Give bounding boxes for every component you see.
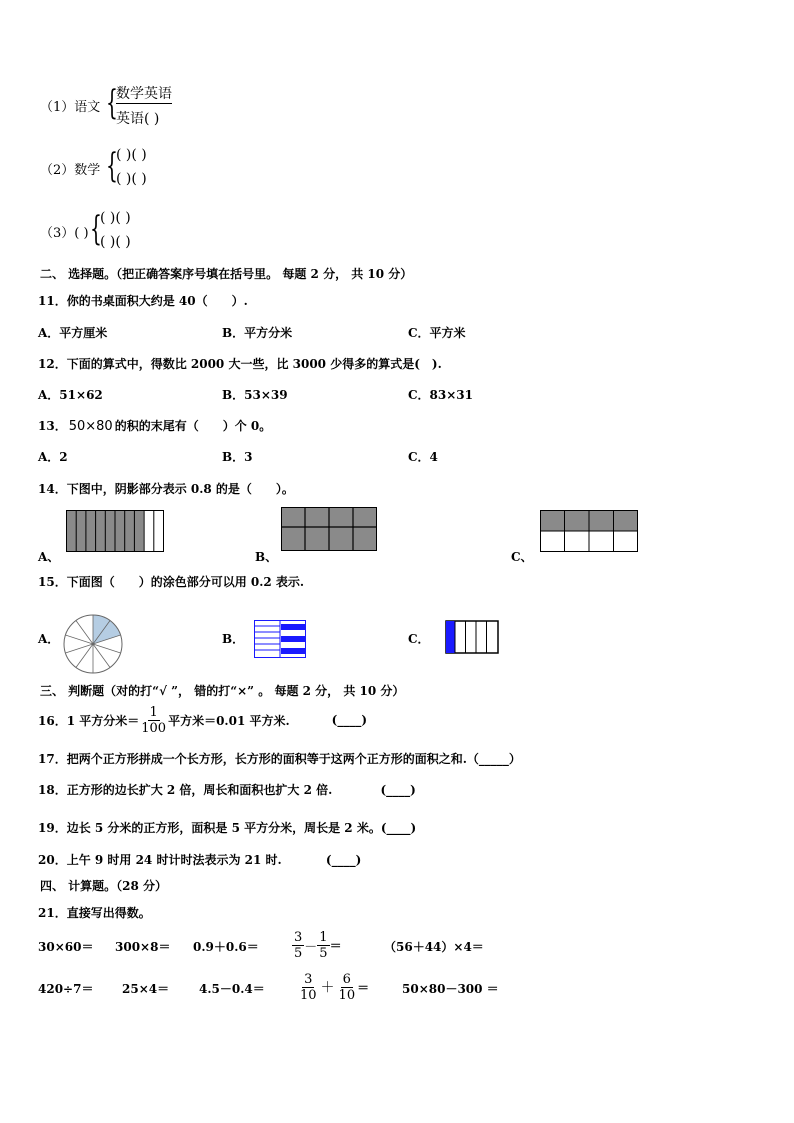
- q16-fraction-denominator: 100: [141, 720, 167, 736]
- q21-row1-equals: ＝: [329, 938, 342, 953]
- q21-row1-expr5: （56＋44）×4＝: [384, 940, 484, 954]
- q21-row2-fraction2: [337, 972, 358, 1003]
- section-2-heading: 二、 选择题。（把正确答案序号填在括号里。 每题 2 分， 共 10 分）: [40, 267, 413, 281]
- q14-option-c: C、: [511, 550, 533, 564]
- q14-figure-b: [281, 507, 377, 551]
- q21-row2-expr3: 4.5－0.4＝: [199, 982, 265, 996]
- q16-fraction-numerator: 1: [149, 704, 158, 720]
- q21-row2-equals: ＝: [357, 980, 370, 995]
- q20-answer-paren: (____): [325, 853, 362, 867]
- q13-number: 13．: [38, 419, 67, 433]
- q21-row1-expr1: 30×60＝: [38, 940, 94, 954]
- brace-icon: {: [90, 209, 102, 249]
- q21-row2-expr5: 50×80－300 ＝: [402, 982, 499, 996]
- q13-stem: 的积的末尾有（ ）个 0。: [114, 419, 272, 433]
- tree-item-1-bottom: 英语( ): [116, 111, 160, 127]
- q21-row1-fraction1-numerator: 3: [294, 929, 303, 945]
- tree-item-1-label: （1）语文: [40, 100, 101, 115]
- q16-prefix: 16．1 平方分米＝: [38, 713, 140, 728]
- q21-row1-fraction1-denominator: 5: [294, 945, 303, 961]
- q13-option-b: B．3: [222, 450, 253, 464]
- tree-item-2-top: ( )( ): [116, 147, 147, 163]
- tree-item-2-bottom: ( )( ): [116, 171, 147, 187]
- q21-row2-expr1: 420÷7＝: [38, 982, 94, 996]
- q21-row1-fraction2-denominator: 5: [319, 945, 328, 961]
- q21-row2-fraction1-numerator: 3: [304, 971, 313, 987]
- q16-fraction: [139, 705, 168, 736]
- q16-line: [38, 703, 367, 737]
- q21-row1-expr2: 300×8＝: [115, 940, 171, 954]
- q21-row1-expr3: 0.9＋0.6＝: [193, 940, 259, 954]
- tree-item-3-bottom: ( )( ): [100, 234, 131, 250]
- q13-expression: 50×80: [68, 419, 113, 434]
- q21-row2-expr2: 25×4＝: [122, 982, 170, 996]
- q15-stem: 15．下面图（ ）的涂色部分可以用 0.2 表示.: [38, 575, 305, 589]
- q18-text: 18．正方形的边长扩大 2 倍，周长和面积也扩大 2 倍.: [38, 783, 333, 797]
- q14-stem: 14．下图中，阴影部分表示 0.8 的是（ ）。: [38, 482, 294, 496]
- q21-row2-fraction1-denominator: 10: [300, 987, 317, 1003]
- q21-row2-fraction2-numerator: 6: [342, 971, 351, 987]
- q11-option-c: C．平方米: [408, 326, 466, 340]
- q12-stem: 12．下面的算式中，得数比 2000 大一些，比 3000 少得多的算式是( ).: [38, 357, 442, 371]
- q15-figure-b: [254, 620, 306, 658]
- brace-icon: {: [106, 83, 118, 123]
- q11-stem: 11．你的书桌面积大约是 40（ ）.: [38, 294, 248, 308]
- q14-option-a: A、: [38, 550, 60, 564]
- q21-row1-fraction2: [317, 930, 329, 961]
- q15-option-b: B．: [222, 632, 245, 646]
- q11-option-b: B．平方分米: [222, 326, 293, 340]
- q18-answer-paren: (____): [380, 783, 416, 797]
- q16-answer-paren: (____): [331, 713, 368, 727]
- brace-icon: {: [106, 146, 118, 186]
- tree-item-3-top: ( )( ): [100, 210, 131, 226]
- q13-option-c: C．4: [408, 450, 438, 464]
- q12-option-c: C．83×31: [408, 388, 474, 402]
- section-4-heading: 四、 计算题。（28 分）: [40, 879, 168, 893]
- q15-option-c: C．: [408, 632, 430, 646]
- q12-option-a: A．51×62: [38, 388, 103, 402]
- q14-figure-a: [66, 510, 164, 552]
- q21-row2-fraction-expr: [298, 968, 369, 1006]
- tree-item-1-top: 数学英语: [116, 83, 172, 104]
- q15-option-a: A．: [38, 632, 60, 646]
- q21-row1-fraction2-numerator: 1: [319, 929, 328, 945]
- q14-option-b: B、: [255, 550, 278, 564]
- q19-text: 19．边长 5 分米的正方形，面积是 5 平方分米，周长是 2 米。(____): [38, 821, 417, 835]
- q21-stem: 21．直接写出得数。: [38, 906, 151, 920]
- q21-row1-operator: －: [304, 939, 318, 955]
- q13-stem-line: [38, 417, 271, 434]
- q15-figure-c: [445, 620, 499, 654]
- q21-row2-fraction2-denominator: 10: [338, 987, 356, 1003]
- q20-line: [38, 851, 361, 868]
- q12-option-b: B．53×39: [222, 388, 288, 402]
- q21-row1-fraction-expr: [292, 926, 342, 964]
- q21-row2-fraction1: [298, 972, 319, 1003]
- q20-text: 20．上午 9 时用 24 时计时法表示为 21 时.: [38, 853, 282, 867]
- q14-figure-c: [540, 510, 638, 552]
- q21-row1-fraction1: [292, 930, 304, 961]
- tree-item-2-label: （2）数学: [40, 163, 101, 178]
- tree-item-3-label: （3）( ): [40, 226, 89, 241]
- q17-text: 17．把两个正方形拼成一个长方形，长方形的面积等于这两个正方形的面积之和.（_____）: [38, 752, 521, 766]
- q18-line: [38, 781, 416, 798]
- q13-option-a: A．2: [38, 450, 68, 464]
- q11-option-a: A．平方厘米: [38, 326, 108, 340]
- q21-row2-operator: ＋: [320, 980, 335, 996]
- q16-suffix: 平方米＝0.01 平方米.: [168, 713, 290, 728]
- q15-figure-a: [62, 613, 124, 675]
- section-3-heading: 三、 判断题（对的打“√ ”， 错的打“×” 。 每题 2 分， 共 10 分）: [40, 684, 405, 698]
